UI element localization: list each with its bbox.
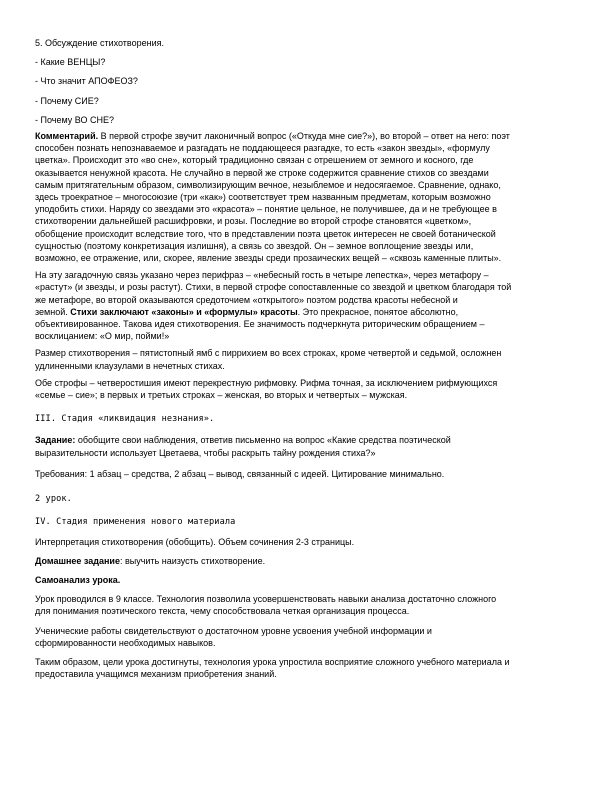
- stage-heading: IV. Стадия применения нового материала: [35, 517, 236, 528]
- text-line: выразительности использует Цветаева, чтобы раскрыть тайну рождения стиха?»: [35, 447, 376, 458]
- meter-paragraph: [35, 347, 577, 371]
- lesson-heading: 2 урок.: [35, 494, 72, 505]
- commentary-line: обобщение происходит вследствие того, что в представлении поэта цветок интересен не своей ботанической: [35, 228, 496, 239]
- text-line: земной. Стихи заключают «законы» и «формулы» красоты. Это прекрасное, понятое абсолютно,: [35, 306, 459, 317]
- self-analysis-paragraph: [35, 625, 577, 649]
- text-line: предоставила учащимся механизм приобретения знаний.: [35, 669, 277, 680]
- homework-label: Домашнее задание: [35, 555, 120, 566]
- question-item: - Почему ВО СНЕ?: [35, 114, 114, 125]
- text-line: Таким образом, цели урока достигнуты, технология урока упростила восприятие сложного учебного материала и: [35, 656, 510, 667]
- commentary-line: оказывается ненужной красота. Не случайно в первой же строке содержится сравнение стихов со звездами: [35, 167, 489, 178]
- text-line: Ученические работы свидетельствуют о достаточном уровне усвоения учебной информации и: [35, 625, 432, 636]
- text-line: удлиненными клаузулами в нечетных стихах.: [35, 360, 225, 371]
- emphasis-text: Стихи заключают «законы» и «формулы» красоты: [70, 306, 298, 317]
- task-label: Задание:: [35, 435, 76, 446]
- text-line: «семье – сие»; в первых и третьих строках – женская, во вторых и четвертых – мужская.: [35, 390, 408, 401]
- commentary-line: стихотворении дальнейшей расшифровки, и розы. Последние во второй строфе становятся «цветком»,: [35, 216, 472, 227]
- document-body: [35, 37, 577, 680]
- text-line: сформированности необходимых навыков.: [35, 637, 216, 648]
- text-line: для понимания поэтического текста, чему способствовала четкая организация процесса.: [35, 606, 410, 617]
- interpretation-line: Интерпретация стихотворения (обобщить). Объем сочинения 2-3 страницы.: [35, 536, 355, 547]
- text-line: Обе строфы – четверостишия имеют перекрестную рифмовку. Рифма точная, за исключением рифмующихся: [35, 377, 498, 388]
- section-heading: 5. Обсуждение стихотворения.: [35, 38, 164, 48]
- text-line: На эту загадочную связь указано через перифраз – «небесный гость в четыре лепестка», через метафору –: [35, 270, 489, 281]
- commentary-paragraph: [35, 130, 577, 264]
- task-paragraph: [35, 434, 577, 458]
- commentary-line: здесь троекратное – многосоюзие (три «как») соответствует трем названным предметам, которым возможно: [35, 192, 491, 203]
- rhyme-paragraph: [35, 377, 577, 401]
- commentary-line: сущностью (поэтому конкретизация излишня), а связь со звездой. Он – земное воплощение звезды или,: [35, 240, 474, 251]
- paraphrase-paragraph: [35, 269, 577, 342]
- conclusion-paragraph: [35, 656, 577, 680]
- text-line: восклицанием: «О мир, пойми!»: [35, 331, 170, 342]
- text-line: же метафоре, во второй оказываются средоточием «открытого» поэтом родства красоты небесной и: [35, 294, 458, 305]
- commentary-label: Комментарий.: [35, 131, 99, 142]
- commentary-line: самым притягательным образом, символизирующим вечное, незыблемое и недосягаемое. Сравнение, однако,: [35, 179, 501, 190]
- text-line: объективированное. Такова идея стихотворения. Ее значимость подчеркнута риторическим обращением –: [35, 319, 485, 330]
- self-analysis-heading: Самоанализ урока.: [35, 574, 121, 585]
- text-line: Задание: обобщите свои наблюдения, ответив письменно на вопрос «Какие средства поэтической: [35, 435, 451, 446]
- commentary-line: способен познать непознаваемое и разгадать не поддающееся разгадке, то есть «закон звезды», «формулу: [35, 143, 490, 154]
- commentary-line: Комментарий. В первой строфе звучит лаконичный вопрос («Откуда мне сие?»), во второй – ответ на него: поэт: [35, 131, 510, 142]
- commentary-line: цветка». Происходит это «во сне», который традиционно связан с отрешением от земного и косного, где: [35, 155, 474, 166]
- question-item: - Что значит АПОФЕОЗ?: [35, 76, 138, 87]
- text-line: Урок проводился в 9 классе. Технология позволила усовершенствовать навыки анализа достаточно сложного: [35, 594, 497, 605]
- stage-heading: III. Стадия «ликвидация незнания».: [35, 414, 215, 425]
- requirements-line: Требования: 1 абзац – средства, 2 абзац – вывод, связанный с идеей. Цитирование минимально.: [35, 468, 445, 479]
- question-item: - Какие ВЕНЦЫ?: [35, 57, 106, 68]
- self-analysis-paragraph: [35, 593, 577, 617]
- commentary-line: возможно, ее отражение, или, скорее, явление звезды среди прозаических вещей – «сквозь каменные плиты».: [35, 253, 502, 264]
- commentary-line: уподобить стихи. Наряду со звездами это «красота» – понятие цельное, не получившее, да и не требующее в: [35, 204, 497, 215]
- question-item: - Почему СИЕ?: [35, 95, 99, 106]
- text-line: «растут» (и звезды, и розы растут). Стихи, в первой строфе сопоставленные со звездой и цветком благодаря той: [35, 282, 512, 293]
- homework-line: Домашнее задание: выучить наизусть стихотворение.: [35, 555, 266, 566]
- text-line: Размер стихотворения – пятистопный ямб с пиррихием во всех строках, кроме четвертой и седьмой, осложнен: [35, 348, 502, 359]
